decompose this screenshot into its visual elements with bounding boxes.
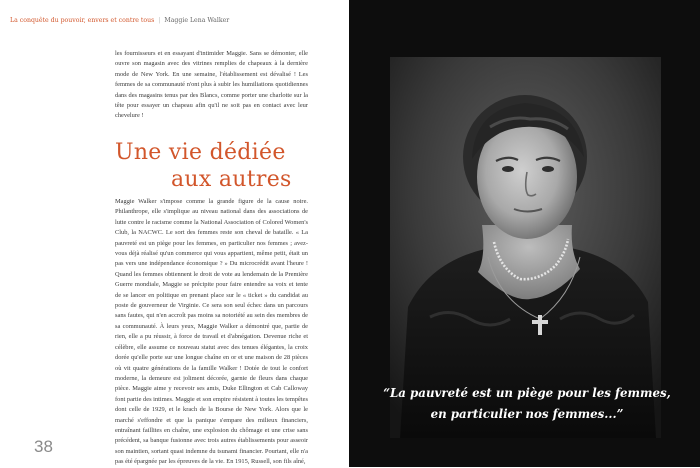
running-header-section: La conquête du pouvoir, envers et contre tous bbox=[10, 17, 155, 24]
intro-paragraph: les fournisseurs et en essayant d'intimider Maggie. Sans se démonter, elle ouvre son magasin avec des vitrines remplies de chapeaux à la dernière mode de New York. En une semaine, l'établissement est dévalisé ! Les femmes de sa communauté n'ont plus à subir les humiliations quotidiennes dans des magasins tenus par des Blancs, comme porter une charlotte sur la tête pour essayer un chapeau afin qu'il ne soit pas en contact avec leur chevelure ! bbox=[115, 50, 308, 120]
section-heading bbox=[115, 139, 292, 193]
pull-quote-line-2: en particulier nos femmes...” bbox=[430, 407, 624, 421]
main-paragraph: Maggie Walker s'impose comme la grande figure de la cause noire. Philanthrope, elle s'implique au niveau national dans des associations de lutte contre le racisme comme la National Association of Colored Women's Club, la NACWC. Le sort des femmes reste son cheval de bataille. « La pauvreté est un piège pour les femmes, en particulier nos femmes ; avez-vous déjà réalisé qu'un commerce qui vous appartient, même petit, était un pas vers une indépendance économique ? » Du microcrédit avant l'heure ! Quand les femmes obtiennent le droit de vote au lendemain de la Première Guerre mondiale, Maggie se précipite pour faire entendre sa voix et tente de se lancer en politique en prenant place sur le « ticket » du candidat au poste de gouverneur de Virginie. Ce sera son seul échec dans un parcours sans fautes, qui n'en accroît pas moins sa notoriété au sein des membres de sa communauté. À leurs yeux, Maggie Walker a démontré que, partie de rien, elle a pu réussir, à force de travail et d'abnégation. Devenue riche et célèbre, elle assume ce nouveau statut avec des tenues élégantes, la croix dorée qu'elle porte sur une longue chaîne en or et une maison de 28 pièces où vit quatre générations de la famille Walker ! Dotée de tout le confort moderne, la demeure est joliment décorée, garnie de fleurs dans chaque pièce. Maggie aime y recevoir ses amis, Duke Ellington et Cab Calloway font partie des intimes. Maggie et son empire résistent à toutes les tempêtes dont celle de 1929, et le krach de la Bourse de New York. Alors que le marché s'effondre et que la panique s'empare des milieux financiers, entraînant faillites en chaîne, une explosion du chômage et une crise sans précédent, sa banque fusionne avec trois autres établissements pour asseoir son maintien, sortant quasi indemne du tsunami financier. Pourtant, elle n'a pas été épargnée par les épreuves de la vie. En 1915, Russell, son fils aîné, bbox=[115, 198, 308, 466]
heading-line-2: aux autres bbox=[171, 167, 292, 192]
portrait-photo bbox=[390, 57, 661, 438]
pull-quote bbox=[372, 383, 682, 425]
left-page bbox=[0, 0, 349, 467]
main-text-block bbox=[115, 197, 308, 468]
running-header-separator: | bbox=[158, 17, 161, 24]
running-header bbox=[10, 17, 229, 24]
pull-quote-line-1: “La pauvreté est un piège pour les femmes, bbox=[383, 386, 671, 400]
page-number: 38 bbox=[34, 437, 53, 456]
intro-text-block bbox=[115, 49, 308, 122]
running-header-chapter: Maggie Lena Walker bbox=[164, 17, 230, 24]
heading-line-1: Une vie dédiée bbox=[115, 140, 286, 165]
